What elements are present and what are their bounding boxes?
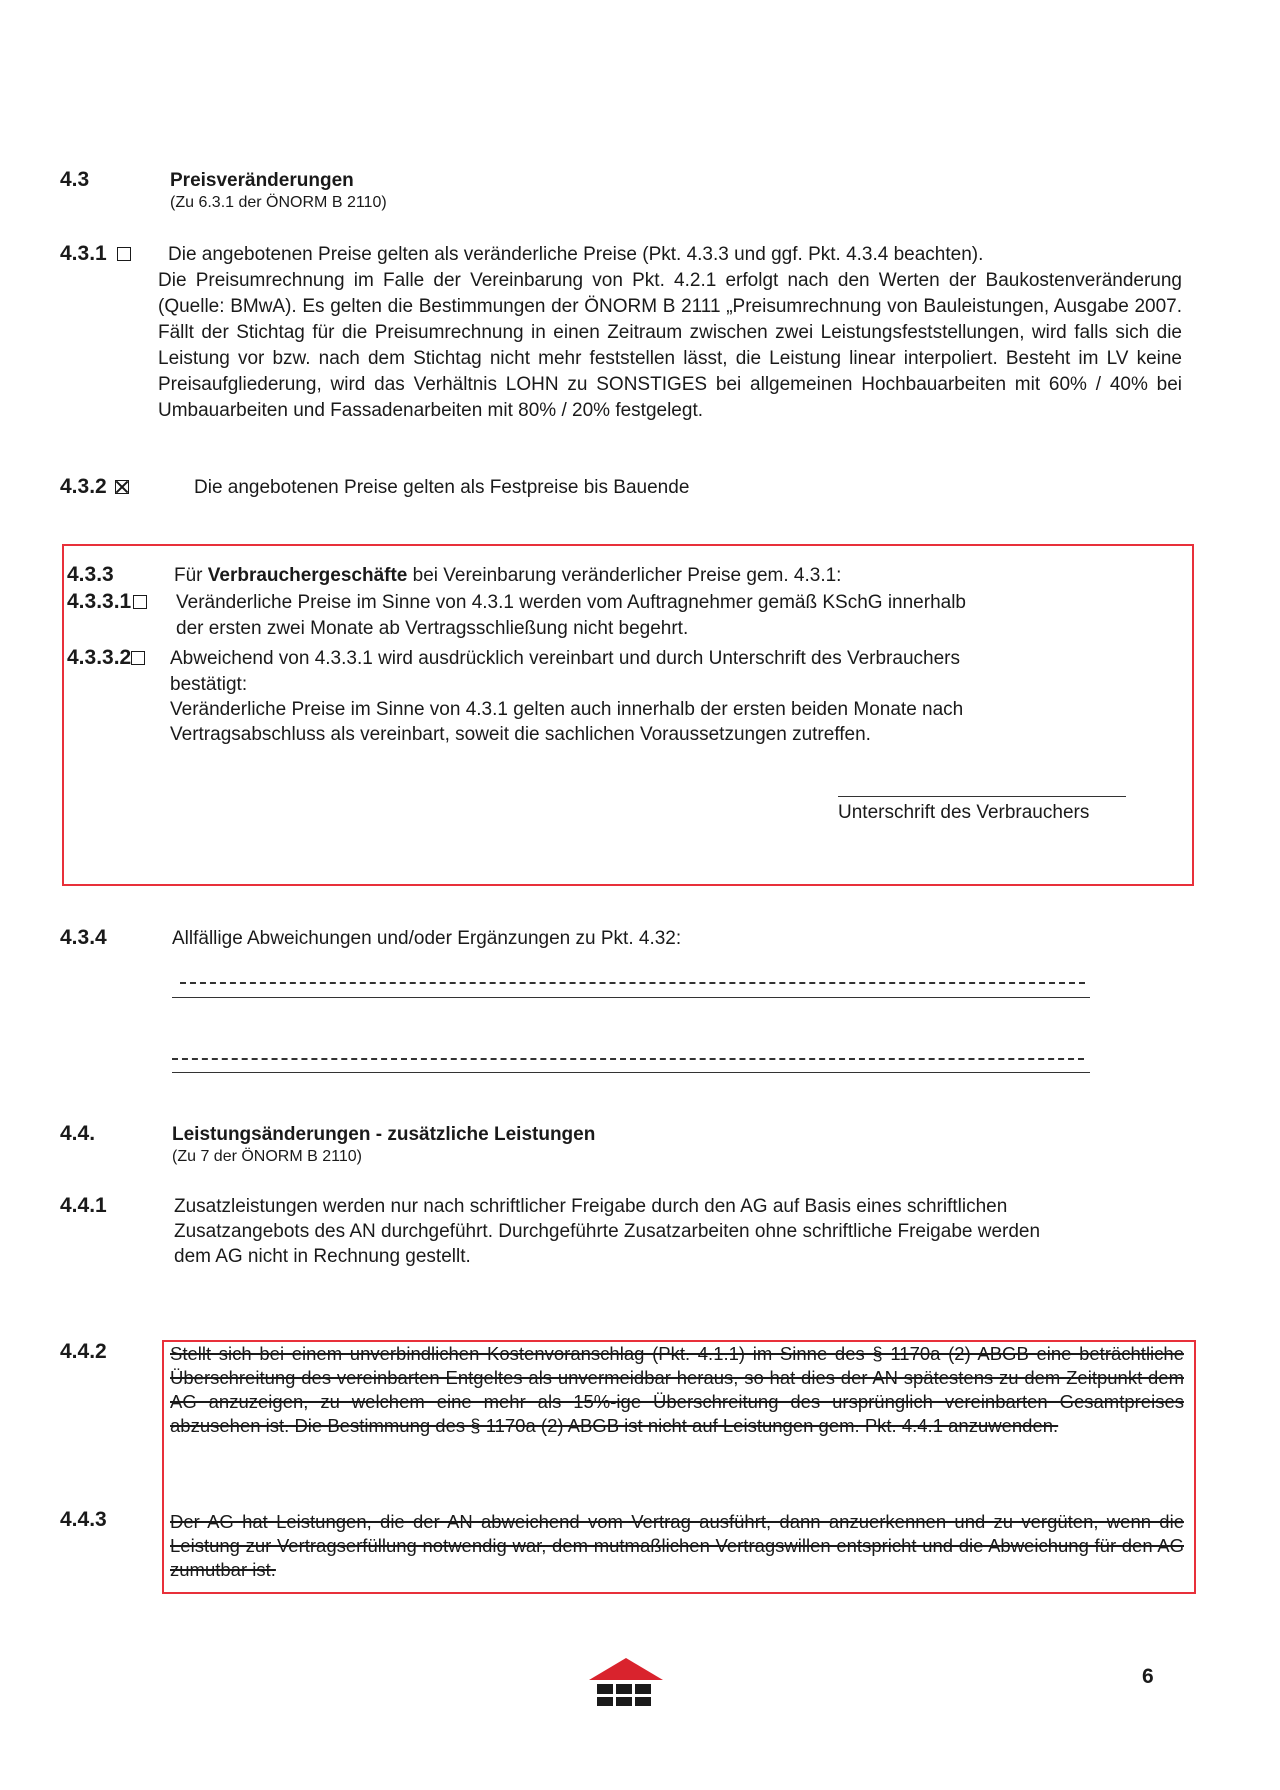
section-number: 4.4.3 (60, 1508, 107, 1531)
checkbox-4-3-3-1[interactable] (133, 595, 147, 609)
fill-in-underline (172, 997, 1090, 998)
section-number: 4.4. (60, 1122, 96, 1145)
company-logo-icon (585, 1658, 667, 1710)
section-number: 4.3.1 (60, 242, 131, 266)
fill-in-underline (172, 1072, 1090, 1073)
paragraph-line: Zusatzangebots des AN durchgeführt. Durchgeführte Zusatzarbeiten ohne schriftliche Freigabe werden (174, 1221, 1041, 1242)
section-number: 4.3.3.1 (67, 590, 147, 614)
section-number: 4.3.2 (60, 475, 129, 499)
paragraph-line: dem AG nicht in Rechnung gestellt. (174, 1246, 471, 1267)
section-number: 4.4.2 (60, 1340, 107, 1363)
page-number: 6 (1142, 1665, 1154, 1688)
struck-paragraph: Stellt sich bei einem unverbindlichen Kostenvoranschlag (Pkt. 4.1.1) im Sinne des § 1170a (2) ABGB eine beträchtliche Überschreitung des vereinbarten Entgeltes als unvermeidbar heraus, so hat dies der AN spätestens zu dem Zeitpunkt dem AG anzuzeigen, zu welchem eine mehr als 15%-ige Überschreitung des ursprünglich vereinbarten Gesamtpreises abzusehen ist. Die Bestimmung des § 1170a (2) ABGB ist nicht auf Leistungen gem. Pkt. 4.4.1 anzuwenden. (170, 1343, 1184, 1436)
struck-paragraph: Der AG hat Leistungen, die der AN abweichend vom Vertrag ausführt, dann anzuerkennen und zu vergüten, wenn die Leistung zur Vertragserfüllung notwendig war, dem mutmaßlichen Vertragswillen entspricht und die Abweichung für den AG zumutbar ist. (170, 1511, 1184, 1580)
paragraph-line: Abweichend von 4.3.3.1 wird ausdrücklich vereinbart und durch Unterschrift des Verbrauchers (170, 648, 960, 669)
section-title: Leistungsänderungen - zusätzliche Leistungen (172, 1124, 596, 1145)
paragraph: Für Verbrauchergeschäfte bei Vereinbarung veränderlicher Preise gem. 4.3.1: (174, 565, 842, 586)
paragraph-body: Die Preisumrechnung im Falle der Vereinbarung von Pkt. 4.2.1 erfolgt nach den Werten der Baukostenveränderung (Quelle: BMwA). Es gelten die Bestimmungen der ÖNORM B 2111 „Preisumrechnung von Bauleistungen, Ausgabe 2007. Fällt der Stichtag für die Preisumrechnung in einen Zeitraum zwischen zwei Leistungsfeststellungen, wird falls sich die Leistung vor bzw. nach dem Stichtag nicht mehr feststellen lässt, die Leistung linear interpoliert. Besteht im LV keine Preisaufgliederung, wird das Verhältnis LOHN zu SONSTIGES bei allgemeinen Hochbauarbeiten mit 60% / 40% bei Umbauarbeiten und Fassadenarbeiten mit 80% / 20% festgelegt. (158, 270, 1182, 421)
checkbox-4-3-1[interactable] (117, 247, 131, 261)
section-title: Preisveränderungen (170, 170, 354, 191)
fill-in-line[interactable] (180, 982, 1085, 984)
checkbox-4-3-2-checked[interactable] (115, 480, 129, 494)
paragraph-first-line: Die angebotenen Preise gelten als veränderliche Preise (Pkt. 4.3.3 und ggf. Pkt. 4.3.4 beachten). (168, 244, 984, 265)
fill-in-line[interactable] (172, 1058, 1084, 1060)
section-number: 4.3.3 (67, 563, 114, 586)
section-subtitle: (Zu 7 der ÖNORM B 2110) (172, 1148, 362, 1165)
paragraph-line: Veränderliche Preise im Sinne von 4.3.1 werden vom Auftragnehmer gemäß KSchG innerhalb (176, 592, 966, 613)
signature-label: Unterschrift des Verbrauchers (838, 802, 1090, 823)
section-number: 4.3.4 (60, 926, 107, 949)
section-number: 4.4.1 (60, 1194, 107, 1217)
checkbox-4-3-3-2[interactable] (131, 651, 145, 665)
paragraph-line: Vertragsabschluss als vereinbart, soweit die sachlichen Voraussetzungen zutreffen. (170, 724, 871, 745)
paragraph-line: der ersten zwei Monate ab Vertragsschließung nicht begehrt. (176, 618, 689, 639)
paragraph-line: Zusatzleistungen werden nur nach schriftlicher Freigabe durch den AG auf Basis eines schriftlichen (174, 1196, 1008, 1217)
paragraph-line: bestätigt: (170, 674, 248, 695)
paragraph: Die angebotenen Preise gelten als Festpreise bis Bauende (194, 477, 690, 498)
section-number: 4.3 (60, 168, 90, 191)
signature-line[interactable] (838, 796, 1126, 797)
paragraph: Allfällige Abweichungen und/oder Ergänzungen zu Pkt. 4.32: (172, 928, 682, 949)
section-number: 4.3.3.2 (67, 646, 145, 670)
paragraph-line: Veränderliche Preise im Sinne von 4.3.1 gelten auch innerhalb der ersten beiden Monate nach (170, 699, 964, 720)
section-subtitle: (Zu 6.3.1 der ÖNORM B 2110) (170, 194, 387, 211)
